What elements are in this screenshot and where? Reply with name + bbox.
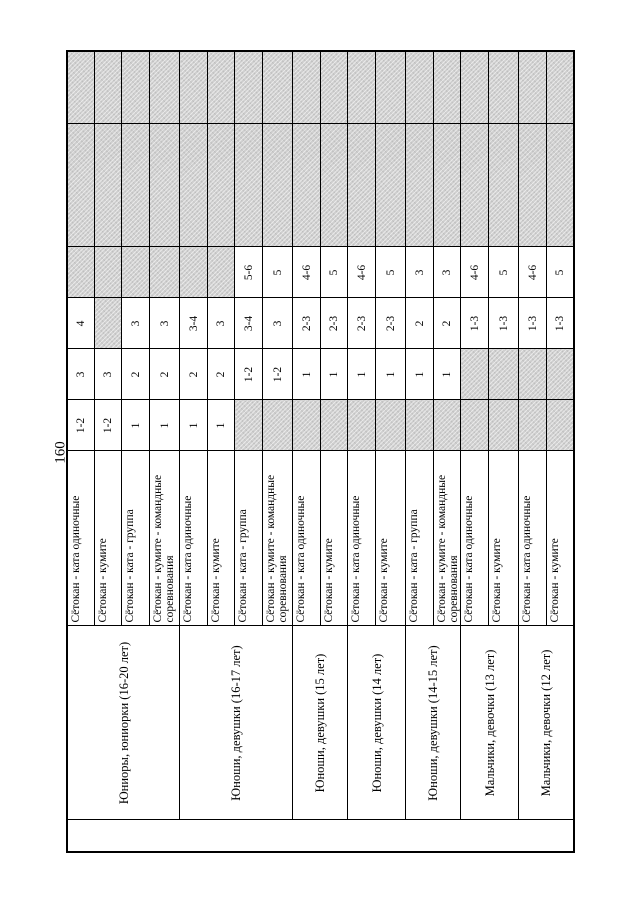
place-cell-3: 1-3 bbox=[488, 298, 519, 349]
place-cell-3: 2 bbox=[406, 298, 433, 349]
table-row bbox=[406, 51, 433, 852]
place-cell-1 bbox=[519, 400, 546, 451]
place-cell-3: 4 bbox=[67, 298, 94, 349]
place-cell-3: 3-4 bbox=[235, 298, 262, 349]
discipline-cell: Сётокан - кумите bbox=[546, 451, 574, 626]
age-group-cell: Юноши, девушки (16-17 лет) bbox=[180, 626, 293, 820]
place-cell-4: 3 bbox=[406, 247, 433, 298]
place-cell-2: 1-2 bbox=[262, 349, 293, 400]
place-cell-1 bbox=[488, 400, 519, 451]
place-cell-1 bbox=[406, 400, 433, 451]
age-group-cell: Юноши, девушки (14 лет) bbox=[348, 626, 406, 820]
age-group-cell: Мальчики, девочки (13 лет) bbox=[461, 626, 519, 820]
place-cell-6 bbox=[67, 51, 94, 124]
place-cell-3: 2-3 bbox=[348, 298, 375, 349]
blank-margin-column bbox=[67, 820, 574, 852]
place-cell-6 bbox=[546, 51, 574, 124]
discipline-cell: Сётокан - ката - группа bbox=[406, 451, 433, 626]
place-cell-6 bbox=[94, 51, 121, 124]
place-cell-4 bbox=[149, 247, 180, 298]
discipline-cell: Сётокан - ката одиночные bbox=[180, 451, 207, 626]
place-cell-4: 4-6 bbox=[461, 247, 488, 298]
place-cell-4: 5 bbox=[262, 247, 293, 298]
place-cell-1 bbox=[461, 400, 488, 451]
place-cell-1 bbox=[348, 400, 375, 451]
age-group-cell: Мальчики, девочки (12 лет) bbox=[519, 626, 574, 820]
place-cell-5 bbox=[293, 124, 320, 247]
place-cell-5 bbox=[461, 124, 488, 247]
place-cell-3: 2-3 bbox=[320, 298, 347, 349]
place-cell-2: 2 bbox=[180, 349, 207, 400]
place-cell-2: 3 bbox=[94, 349, 121, 400]
place-cell-3: 3-4 bbox=[180, 298, 207, 349]
place-cell-3: 2-3 bbox=[293, 298, 320, 349]
page-number: 160 bbox=[52, 441, 69, 464]
place-cell-6 bbox=[235, 51, 262, 124]
place-cell-5 bbox=[348, 124, 375, 247]
place-cell-6 bbox=[406, 51, 433, 124]
place-cell-6 bbox=[293, 51, 320, 124]
place-cell-2: 1 bbox=[293, 349, 320, 400]
discipline-cell: Сётокан - кумите bbox=[375, 451, 406, 626]
place-cell-3: 1-3 bbox=[519, 298, 546, 349]
place-cell-1 bbox=[375, 400, 406, 451]
place-cell-6 bbox=[433, 51, 460, 124]
place-cell-5 bbox=[262, 124, 293, 247]
place-cell-2: 1 bbox=[375, 349, 406, 400]
place-cell-3: 1-3 bbox=[461, 298, 488, 349]
place-cell-1: 1 bbox=[180, 400, 207, 451]
table-row bbox=[519, 51, 546, 852]
place-cell-5 bbox=[488, 124, 519, 247]
place-cell-6 bbox=[519, 51, 546, 124]
discipline-cell: Сётокан - кумите - командные соревнования bbox=[262, 451, 293, 626]
place-cell-1 bbox=[293, 400, 320, 451]
place-cell-4 bbox=[122, 247, 149, 298]
discipline-cell: Сётокан - кумите bbox=[488, 451, 519, 626]
place-cell-3 bbox=[94, 298, 121, 349]
place-cell-2: 1 bbox=[348, 349, 375, 400]
place-cell-2: 1 bbox=[406, 349, 433, 400]
place-cell-4: 3 bbox=[433, 247, 460, 298]
place-cell-1: 1-2 bbox=[94, 400, 121, 451]
place-cell-3: 3 bbox=[149, 298, 180, 349]
place-cell-4: 5-6 bbox=[235, 247, 262, 298]
discipline-cell: Сётокан - ката одиночные bbox=[67, 451, 94, 626]
place-cell-1: 1 bbox=[122, 400, 149, 451]
rotated-table-container bbox=[66, 52, 575, 853]
place-cell-2: 2 bbox=[122, 349, 149, 400]
discipline-cell: Сётокан - ката одиночные bbox=[348, 451, 375, 626]
discipline-cell: Сётокан - кумите bbox=[94, 451, 121, 626]
place-cell-6 bbox=[320, 51, 347, 124]
place-cell-1: 1 bbox=[207, 400, 234, 451]
place-cell-2 bbox=[546, 349, 574, 400]
table-row bbox=[180, 51, 207, 852]
place-cell-2: 2 bbox=[149, 349, 180, 400]
place-cell-4: 5 bbox=[320, 247, 347, 298]
place-cell-6 bbox=[180, 51, 207, 124]
discipline-cell: Сётокан - ката одиночные bbox=[461, 451, 488, 626]
place-cell-4 bbox=[67, 247, 94, 298]
place-cell-1 bbox=[433, 400, 460, 451]
place-cell-1 bbox=[235, 400, 262, 451]
place-cell-2: 3 bbox=[67, 349, 94, 400]
place-cell-5 bbox=[375, 124, 406, 247]
place-cell-4: 5 bbox=[375, 247, 406, 298]
place-cell-1 bbox=[546, 400, 574, 451]
place-cell-4: 5 bbox=[488, 247, 519, 298]
place-cell-4: 5 bbox=[546, 247, 574, 298]
results-table bbox=[66, 50, 575, 853]
place-cell-4: 4-6 bbox=[348, 247, 375, 298]
place-cell-3: 2-3 bbox=[375, 298, 406, 349]
place-cell-1 bbox=[262, 400, 293, 451]
place-cell-5 bbox=[235, 124, 262, 247]
place-cell-2 bbox=[461, 349, 488, 400]
discipline-cell: Сётокан - кумите - командные соревнования bbox=[433, 451, 460, 626]
place-cell-5 bbox=[433, 124, 460, 247]
place-cell-2: 1 bbox=[320, 349, 347, 400]
place-cell-6 bbox=[488, 51, 519, 124]
place-cell-5 bbox=[406, 124, 433, 247]
place-cell-4 bbox=[207, 247, 234, 298]
place-cell-1: 1-2 bbox=[67, 400, 94, 451]
place-cell-6 bbox=[149, 51, 180, 124]
place-cell-5 bbox=[546, 124, 574, 247]
place-cell-2: 1 bbox=[433, 349, 460, 400]
age-group-cell: Юноши, девушки (15 лет) bbox=[293, 626, 348, 820]
place-cell-4: 4-6 bbox=[293, 247, 320, 298]
place-cell-4: 4-6 bbox=[519, 247, 546, 298]
place-cell-3: 3 bbox=[207, 298, 234, 349]
place-cell-3: 3 bbox=[122, 298, 149, 349]
place-cell-6 bbox=[375, 51, 406, 124]
place-cell-5 bbox=[519, 124, 546, 247]
age-group-cell: Юниоры, юниорки (16-20 лет) bbox=[67, 626, 180, 820]
place-cell-1 bbox=[320, 400, 347, 451]
place-cell-5 bbox=[122, 124, 149, 247]
place-cell-5 bbox=[149, 124, 180, 247]
discipline-cell: Сётокан - кумите bbox=[320, 451, 347, 626]
place-cell-5 bbox=[320, 124, 347, 247]
place-cell-5 bbox=[94, 124, 121, 247]
place-cell-1: 1 bbox=[149, 400, 180, 451]
place-cell-2 bbox=[488, 349, 519, 400]
place-cell-6 bbox=[262, 51, 293, 124]
place-cell-6 bbox=[122, 51, 149, 124]
place-cell-3: 3 bbox=[262, 298, 293, 349]
table-row bbox=[348, 51, 375, 852]
age-group-cell: Юноши, девушки (14-15 лет) bbox=[406, 626, 461, 820]
table-row bbox=[461, 51, 488, 852]
discipline-cell: Сётокан - кумите bbox=[207, 451, 234, 626]
discipline-cell: Сётокан - ката одиночные bbox=[519, 451, 546, 626]
place-cell-3: 1-3 bbox=[546, 298, 574, 349]
place-cell-6 bbox=[207, 51, 234, 124]
place-cell-2 bbox=[519, 349, 546, 400]
place-cell-4 bbox=[180, 247, 207, 298]
place-cell-2: 1-2 bbox=[235, 349, 262, 400]
place-cell-5 bbox=[180, 124, 207, 247]
discipline-cell: Сётокан - кумите - командные соревнования bbox=[149, 451, 180, 626]
table-row bbox=[67, 51, 94, 852]
place-cell-5 bbox=[207, 124, 234, 247]
discipline-cell: Сётокан - ката - группа bbox=[122, 451, 149, 626]
place-cell-4 bbox=[94, 247, 121, 298]
place-cell-3: 2 bbox=[433, 298, 460, 349]
table-row bbox=[293, 51, 320, 852]
discipline-cell: Сётокан - ката - группа bbox=[235, 451, 262, 626]
place-cell-6 bbox=[461, 51, 488, 124]
place-cell-6 bbox=[348, 51, 375, 124]
place-cell-5 bbox=[67, 124, 94, 247]
table-body bbox=[67, 51, 574, 852]
discipline-cell: Сётокан - ката одиночные bbox=[293, 451, 320, 626]
place-cell-2: 2 bbox=[207, 349, 234, 400]
